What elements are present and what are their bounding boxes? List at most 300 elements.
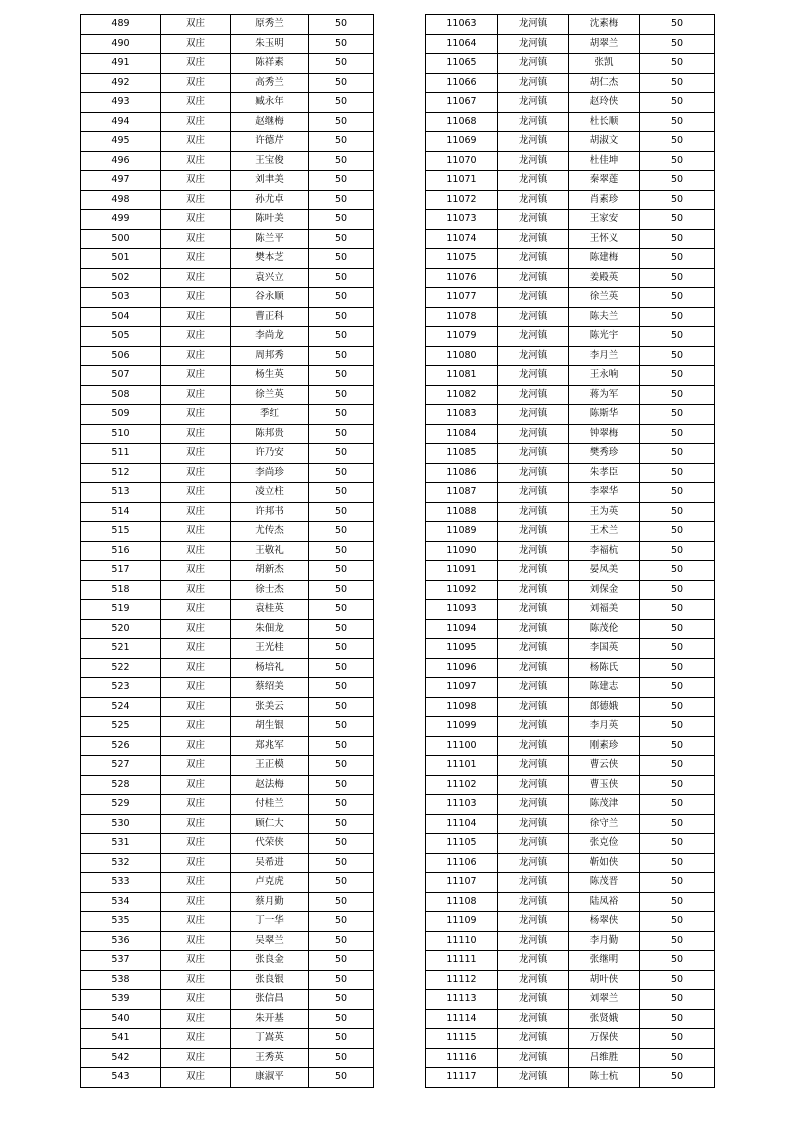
table-row [81, 502, 374, 522]
name-cell: 蔡绍美 [231, 678, 309, 698]
amount-cell: 50 [640, 795, 715, 815]
town-cell: 龙河镇 [498, 502, 569, 522]
name-cell: 原秀兰 [231, 15, 309, 35]
town-cell: 双庄 [161, 54, 231, 74]
table-row [426, 561, 715, 581]
table-row [426, 853, 715, 873]
amount-cell: 50 [640, 931, 715, 951]
town-cell: 龙河镇 [498, 990, 569, 1010]
row-number-cell: 513 [81, 483, 161, 503]
row-number-cell: 11084 [426, 424, 498, 444]
amount-cell: 50 [309, 151, 374, 171]
name-cell: 张美云 [231, 697, 309, 717]
name-cell: 王怀义 [569, 229, 640, 249]
row-number-cell: 11115 [426, 1029, 498, 1049]
name-cell: 王为英 [569, 502, 640, 522]
table-row [81, 639, 374, 659]
row-number-cell: 495 [81, 132, 161, 152]
amount-cell: 50 [640, 268, 715, 288]
row-number-cell: 11100 [426, 736, 498, 756]
table-row [81, 561, 374, 581]
row-number-cell: 11088 [426, 502, 498, 522]
table-row [426, 249, 715, 269]
name-cell: 晏凤美 [569, 561, 640, 581]
table-row [426, 1009, 715, 1029]
table-row [426, 1029, 715, 1049]
town-cell: 双庄 [161, 600, 231, 620]
row-number-cell: 530 [81, 814, 161, 834]
amount-cell: 50 [309, 1009, 374, 1029]
name-cell: 刘聿美 [231, 171, 309, 191]
row-number-cell: 11071 [426, 171, 498, 191]
name-cell: 张克俭 [569, 834, 640, 854]
name-cell: 徐守兰 [569, 814, 640, 834]
town-cell: 双庄 [161, 736, 231, 756]
row-number-cell: 516 [81, 541, 161, 561]
row-number-cell: 11070 [426, 151, 498, 171]
town-cell: 龙河镇 [498, 385, 569, 405]
table-row [426, 132, 715, 152]
table-row [81, 1009, 374, 1029]
table-row [426, 229, 715, 249]
amount-cell: 50 [640, 853, 715, 873]
name-cell: 王敬礼 [231, 541, 309, 561]
name-cell: 丁一华 [231, 912, 309, 932]
name-cell: 吴翠兰 [231, 931, 309, 951]
town-cell: 双庄 [161, 775, 231, 795]
amount-cell: 50 [309, 15, 374, 35]
amount-cell: 50 [309, 444, 374, 464]
table-row [81, 405, 374, 425]
town-cell: 双庄 [161, 522, 231, 542]
name-cell: 李尚珍 [231, 463, 309, 483]
row-number-cell: 11079 [426, 327, 498, 347]
row-number-cell: 11087 [426, 483, 498, 503]
town-cell: 双庄 [161, 151, 231, 171]
row-number-cell: 499 [81, 210, 161, 230]
name-cell: 李国英 [569, 639, 640, 659]
row-number-cell: 491 [81, 54, 161, 74]
row-number-cell: 506 [81, 346, 161, 366]
amount-cell: 50 [640, 307, 715, 327]
amount-cell: 50 [640, 522, 715, 542]
town-cell: 龙河镇 [498, 951, 569, 971]
name-cell: 朱佃龙 [231, 619, 309, 639]
name-cell: 陈邦贵 [231, 424, 309, 444]
name-cell: 朱孝臣 [569, 463, 640, 483]
name-cell: 杨生英 [231, 366, 309, 386]
name-cell: 陈夫兰 [569, 307, 640, 327]
amount-cell: 50 [640, 619, 715, 639]
row-number-cell: 11098 [426, 697, 498, 717]
row-number-cell: 532 [81, 853, 161, 873]
row-number-cell: 542 [81, 1048, 161, 1068]
table-row [81, 873, 374, 893]
town-cell: 龙河镇 [498, 366, 569, 386]
table-row [426, 93, 715, 113]
row-number-cell: 11082 [426, 385, 498, 405]
name-cell: 杜长顺 [569, 112, 640, 132]
table-row [81, 580, 374, 600]
amount-cell: 50 [640, 951, 715, 971]
town-cell: 龙河镇 [498, 795, 569, 815]
table-row [81, 171, 374, 191]
town-cell: 龙河镇 [498, 970, 569, 990]
town-cell: 龙河镇 [498, 717, 569, 737]
amount-cell: 50 [640, 424, 715, 444]
town-cell: 龙河镇 [498, 541, 569, 561]
table-row [81, 112, 374, 132]
amount-cell: 50 [309, 132, 374, 152]
row-number-cell: 527 [81, 756, 161, 776]
row-number-cell: 511 [81, 444, 161, 464]
name-cell: 刚素珍 [569, 736, 640, 756]
amount-cell: 50 [640, 405, 715, 425]
town-cell: 双庄 [161, 561, 231, 581]
amount-cell: 50 [309, 522, 374, 542]
table-row [81, 15, 374, 35]
name-cell: 徐士杰 [231, 580, 309, 600]
amount-cell: 50 [640, 697, 715, 717]
name-cell: 袁兴立 [231, 268, 309, 288]
amount-cell: 50 [640, 678, 715, 698]
town-cell: 双庄 [161, 463, 231, 483]
town-cell: 龙河镇 [498, 424, 569, 444]
amount-cell: 50 [640, 561, 715, 581]
row-number-cell: 11063 [426, 15, 498, 35]
name-cell: 张良金 [231, 951, 309, 971]
row-number-cell: 11097 [426, 678, 498, 698]
town-cell: 双庄 [161, 307, 231, 327]
name-cell: 臧永年 [231, 93, 309, 113]
row-number-cell: 500 [81, 229, 161, 249]
amount-cell: 50 [640, 912, 715, 932]
row-number-cell: 537 [81, 951, 161, 971]
table-row [81, 327, 374, 347]
row-number-cell: 496 [81, 151, 161, 171]
table-row [426, 502, 715, 522]
name-cell: 胡淑文 [569, 132, 640, 152]
name-cell: 胡叶侠 [569, 970, 640, 990]
town-cell: 双庄 [161, 288, 231, 308]
table-row [426, 288, 715, 308]
table-row [426, 405, 715, 425]
table-row [81, 229, 374, 249]
amount-cell: 50 [640, 327, 715, 347]
town-cell: 龙河镇 [498, 307, 569, 327]
name-cell: 王光桂 [231, 639, 309, 659]
town-cell: 双庄 [161, 444, 231, 464]
amount-cell: 50 [309, 970, 374, 990]
row-number-cell: 501 [81, 249, 161, 269]
row-number-cell: 521 [81, 639, 161, 659]
row-number-cell: 11074 [426, 229, 498, 249]
table-row [81, 366, 374, 386]
town-cell: 龙河镇 [498, 34, 569, 54]
table-row [81, 444, 374, 464]
amount-cell: 50 [309, 912, 374, 932]
town-cell: 双庄 [161, 112, 231, 132]
table-row [426, 600, 715, 620]
row-number-cell: 519 [81, 600, 161, 620]
amount-cell: 50 [309, 346, 374, 366]
row-number-cell: 508 [81, 385, 161, 405]
table-row [81, 1029, 374, 1049]
table-row [81, 619, 374, 639]
table-row [426, 444, 715, 464]
table-row [81, 268, 374, 288]
town-cell: 龙河镇 [498, 483, 569, 503]
amount-cell: 50 [309, 639, 374, 659]
town-cell: 双庄 [161, 619, 231, 639]
name-cell: 许乃安 [231, 444, 309, 464]
amount-cell: 50 [309, 54, 374, 74]
table-row [426, 736, 715, 756]
town-cell: 双庄 [161, 483, 231, 503]
name-cell: 姜殿英 [569, 268, 640, 288]
row-number-cell: 11103 [426, 795, 498, 815]
name-cell: 陆凤裕 [569, 892, 640, 912]
row-number-cell: 11099 [426, 717, 498, 737]
amount-cell: 50 [640, 112, 715, 132]
row-number-cell: 11064 [426, 34, 498, 54]
amount-cell: 50 [640, 717, 715, 737]
row-number-cell: 494 [81, 112, 161, 132]
row-number-cell: 11102 [426, 775, 498, 795]
name-cell: 樊本芝 [231, 249, 309, 269]
town-cell: 龙河镇 [498, 151, 569, 171]
left-table-body [81, 15, 374, 1088]
name-cell: 靳如侠 [569, 853, 640, 873]
amount-cell: 50 [309, 229, 374, 249]
name-cell: 吕维胜 [569, 1048, 640, 1068]
row-number-cell: 502 [81, 268, 161, 288]
name-cell: 赵法梅 [231, 775, 309, 795]
name-cell: 张贤娥 [569, 1009, 640, 1029]
row-number-cell: 492 [81, 73, 161, 93]
amount-cell: 50 [640, 990, 715, 1010]
amount-cell: 50 [640, 15, 715, 35]
table-row [81, 795, 374, 815]
row-number-cell: 11116 [426, 1048, 498, 1068]
amount-cell: 50 [640, 210, 715, 230]
table-row [426, 1068, 715, 1088]
name-cell: 曹云侠 [569, 756, 640, 776]
name-cell: 杜佳坤 [569, 151, 640, 171]
table-row [426, 190, 715, 210]
amount-cell: 50 [309, 366, 374, 386]
table-row [81, 151, 374, 171]
town-cell: 双庄 [161, 970, 231, 990]
table-row [426, 483, 715, 503]
name-cell: 周邦秀 [231, 346, 309, 366]
town-cell: 双庄 [161, 171, 231, 191]
table-row [426, 1048, 715, 1068]
name-cell: 杨翠侠 [569, 912, 640, 932]
town-cell: 龙河镇 [498, 522, 569, 542]
row-number-cell: 11080 [426, 346, 498, 366]
table-row [81, 834, 374, 854]
town-cell: 龙河镇 [498, 658, 569, 678]
amount-cell: 50 [309, 756, 374, 776]
amount-cell: 50 [309, 697, 374, 717]
amount-cell: 50 [640, 385, 715, 405]
town-cell: 龙河镇 [498, 54, 569, 74]
amount-cell: 50 [640, 366, 715, 386]
amount-cell: 50 [640, 541, 715, 561]
name-cell: 李尚龙 [231, 327, 309, 347]
town-cell: 双庄 [161, 1048, 231, 1068]
name-cell: 朱开基 [231, 1009, 309, 1029]
table-row [426, 34, 715, 54]
table-row [426, 795, 715, 815]
row-number-cell: 503 [81, 288, 161, 308]
table-row [426, 814, 715, 834]
table-row [426, 171, 715, 191]
table-row [81, 678, 374, 698]
row-number-cell: 11095 [426, 639, 498, 659]
name-cell: 李月兰 [569, 346, 640, 366]
amount-cell: 50 [309, 1029, 374, 1049]
row-number-cell: 535 [81, 912, 161, 932]
table-row [81, 483, 374, 503]
table-row [426, 873, 715, 893]
town-cell: 双庄 [161, 873, 231, 893]
name-cell: 秦翠莲 [569, 171, 640, 191]
town-cell: 龙河镇 [498, 190, 569, 210]
town-cell: 双庄 [161, 1068, 231, 1088]
table-row [426, 15, 715, 35]
town-cell: 双庄 [161, 678, 231, 698]
table-row [426, 424, 715, 444]
table-row [426, 366, 715, 386]
table-row [426, 268, 715, 288]
town-cell: 双庄 [161, 132, 231, 152]
amount-cell: 50 [309, 502, 374, 522]
town-cell: 双庄 [161, 346, 231, 366]
name-cell: 赵玲侠 [569, 93, 640, 113]
table-row [81, 307, 374, 327]
town-cell: 龙河镇 [498, 892, 569, 912]
amount-cell: 50 [640, 1029, 715, 1049]
amount-cell: 50 [640, 151, 715, 171]
row-number-cell: 512 [81, 463, 161, 483]
name-cell: 刘翠兰 [569, 990, 640, 1010]
row-number-cell: 538 [81, 970, 161, 990]
table-row [81, 853, 374, 873]
name-cell: 陈茂伦 [569, 619, 640, 639]
town-cell: 双庄 [161, 580, 231, 600]
table-row [426, 327, 715, 347]
town-cell: 双庄 [161, 951, 231, 971]
table-row [81, 756, 374, 776]
row-number-cell: 525 [81, 717, 161, 737]
table-row [426, 522, 715, 542]
amount-cell: 50 [309, 405, 374, 425]
table-row [81, 1048, 374, 1068]
town-cell: 双庄 [161, 405, 231, 425]
row-number-cell: 11081 [426, 366, 498, 386]
table-row [81, 288, 374, 308]
table-row [426, 73, 715, 93]
town-cell: 龙河镇 [498, 756, 569, 776]
amount-cell: 50 [309, 93, 374, 113]
amount-cell: 50 [309, 424, 374, 444]
town-cell: 双庄 [161, 931, 231, 951]
amount-cell: 50 [640, 736, 715, 756]
row-number-cell: 11083 [426, 405, 498, 425]
name-cell: 陈祥素 [231, 54, 309, 74]
name-cell: 康淑平 [231, 1068, 309, 1088]
name-cell: 顾仁大 [231, 814, 309, 834]
table-row [81, 951, 374, 971]
name-cell: 钟翠梅 [569, 424, 640, 444]
name-cell: 蔡月勤 [231, 892, 309, 912]
name-cell: 尤传杰 [231, 522, 309, 542]
town-cell: 龙河镇 [498, 229, 569, 249]
amount-cell: 50 [309, 307, 374, 327]
town-cell: 龙河镇 [498, 619, 569, 639]
town-cell: 双庄 [161, 424, 231, 444]
table-row [426, 892, 715, 912]
name-cell: 李翠华 [569, 483, 640, 503]
amount-cell: 50 [309, 853, 374, 873]
name-cell: 赵继梅 [231, 112, 309, 132]
town-cell: 龙河镇 [498, 834, 569, 854]
name-cell: 朱玉明 [231, 34, 309, 54]
row-number-cell: 507 [81, 366, 161, 386]
town-cell: 龙河镇 [498, 112, 569, 132]
name-cell: 徐兰英 [231, 385, 309, 405]
town-cell: 龙河镇 [498, 697, 569, 717]
amount-cell: 50 [309, 249, 374, 269]
table-row [81, 424, 374, 444]
row-number-cell: 504 [81, 307, 161, 327]
table-row [81, 93, 374, 113]
row-number-cell: 11091 [426, 561, 498, 581]
row-number-cell: 11090 [426, 541, 498, 561]
name-cell: 张良银 [231, 970, 309, 990]
name-cell: 张信昌 [231, 990, 309, 1010]
table-row [81, 658, 374, 678]
town-cell: 龙河镇 [498, 210, 569, 230]
row-number-cell: 11072 [426, 190, 498, 210]
town-cell: 龙河镇 [498, 15, 569, 35]
name-cell: 王家安 [569, 210, 640, 230]
table-row [81, 600, 374, 620]
table-row [426, 541, 715, 561]
name-cell: 陈士杭 [569, 1068, 640, 1088]
town-cell: 龙河镇 [498, 73, 569, 93]
table-row [426, 580, 715, 600]
town-cell: 龙河镇 [498, 444, 569, 464]
table-row [81, 190, 374, 210]
name-cell: 郑兆军 [231, 736, 309, 756]
amount-cell: 50 [640, 970, 715, 990]
name-cell: 许德芹 [231, 132, 309, 152]
amount-cell: 50 [640, 463, 715, 483]
name-cell: 陈兰平 [231, 229, 309, 249]
table-row [426, 756, 715, 776]
name-cell: 孙尤卓 [231, 190, 309, 210]
town-cell: 龙河镇 [498, 132, 569, 152]
row-number-cell: 490 [81, 34, 161, 54]
amount-cell: 50 [309, 619, 374, 639]
row-number-cell: 534 [81, 892, 161, 912]
row-number-cell: 509 [81, 405, 161, 425]
table-row [81, 931, 374, 951]
row-number-cell: 11066 [426, 73, 498, 93]
